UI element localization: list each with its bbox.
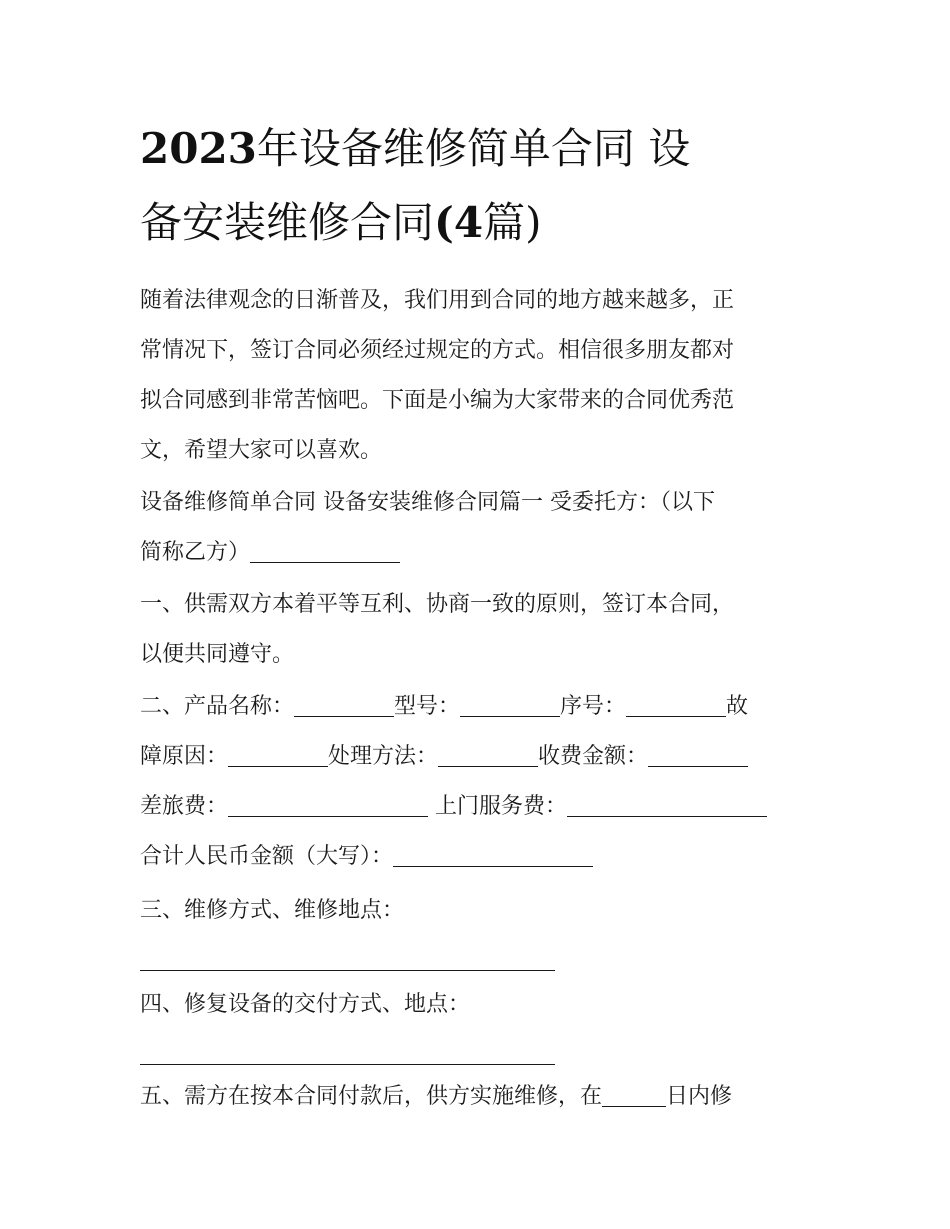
- section-heading-line-2: 简称乙方）: [140, 540, 251, 565]
- clause-4-blank[interactable]: [140, 1036, 555, 1065]
- fault-reason-label: 障原因：: [140, 744, 229, 769]
- intro-line-2: 常情况下，签订合同必须经过规定的方式。相信很多朋友都对: [140, 338, 735, 363]
- intro-paragraph: [140, 276, 820, 476]
- title-line2-text: 备安装维修合同: [140, 198, 435, 247]
- clause-2: [140, 682, 820, 882]
- intro-line-4: 文，希望大家可以喜欢。: [140, 438, 383, 463]
- product-name-blank[interactable]: [294, 688, 394, 717]
- clause-5-end: 日内修: [666, 1084, 733, 1109]
- clause-4: [140, 980, 820, 1080]
- serial-label: 序号：: [560, 694, 627, 719]
- title-line2-end: 篇): [483, 198, 542, 247]
- entrusted-party-blank[interactable]: [250, 534, 400, 563]
- product-name-label: 二、产品名称：: [140, 694, 295, 719]
- clause-1-line-1: 一、供需双方本着平等互利、协商一致的原则，签订本合同，: [140, 592, 735, 617]
- title-year: 2023: [140, 124, 257, 173]
- total-rmb-blank[interactable]: [393, 838, 593, 867]
- clause-3-blank[interactable]: [140, 942, 555, 971]
- fee-amount-label: 收费金额：: [538, 744, 649, 769]
- total-rmb-label: 合计人民币金额（大写）：: [140, 844, 394, 869]
- section-heading-line-1: 设备维修简单合同 设备安装维修合同篇一 受委托方：（以下: [140, 490, 715, 515]
- section-heading: [140, 478, 820, 578]
- clause-3: [140, 886, 820, 986]
- document-title: [140, 112, 830, 260]
- fault-reason-blank[interactable]: [228, 738, 328, 767]
- model-label: 型号：: [394, 694, 461, 719]
- intro-line-1: 随着法律观念的日渐普及，我们用到合同的地方越来越多，正: [140, 288, 735, 313]
- travel-fee-blank[interactable]: [228, 788, 428, 817]
- model-blank[interactable]: [460, 688, 560, 717]
- onsite-fee-label: 上门服务费：: [435, 794, 568, 819]
- clause-1: [140, 580, 820, 680]
- intro-line-3: 拟合同感到非常苦恼吧。下面是小编为大家带来的合同优秀范: [140, 388, 735, 413]
- handling-blank[interactable]: [438, 738, 538, 767]
- fee-amount-blank[interactable]: [648, 738, 748, 767]
- clause-3-text: 三、维修方式、维修地点：: [140, 898, 405, 923]
- serial-blank[interactable]: [626, 688, 726, 717]
- clause-5-start: 五、需方在按本合同付款后，供方实施维修，在: [140, 1084, 603, 1109]
- onsite-fee-blank[interactable]: [567, 788, 767, 817]
- clause-1-line-2: 以便共同遵守。: [140, 642, 295, 667]
- clause-4-text: 四、修复设备的交付方式、地点：: [140, 992, 471, 1017]
- title-count: (4: [434, 198, 484, 247]
- clause-5: [140, 1072, 820, 1122]
- fault-prefix: 故: [726, 694, 749, 719]
- travel-fee-label: 差旅费：: [140, 794, 229, 819]
- handling-label: 处理方法：: [328, 744, 439, 769]
- title-line1-text: 年设备维修简单合同 设: [256, 124, 691, 173]
- clause-5-days-blank[interactable]: [602, 1078, 666, 1107]
